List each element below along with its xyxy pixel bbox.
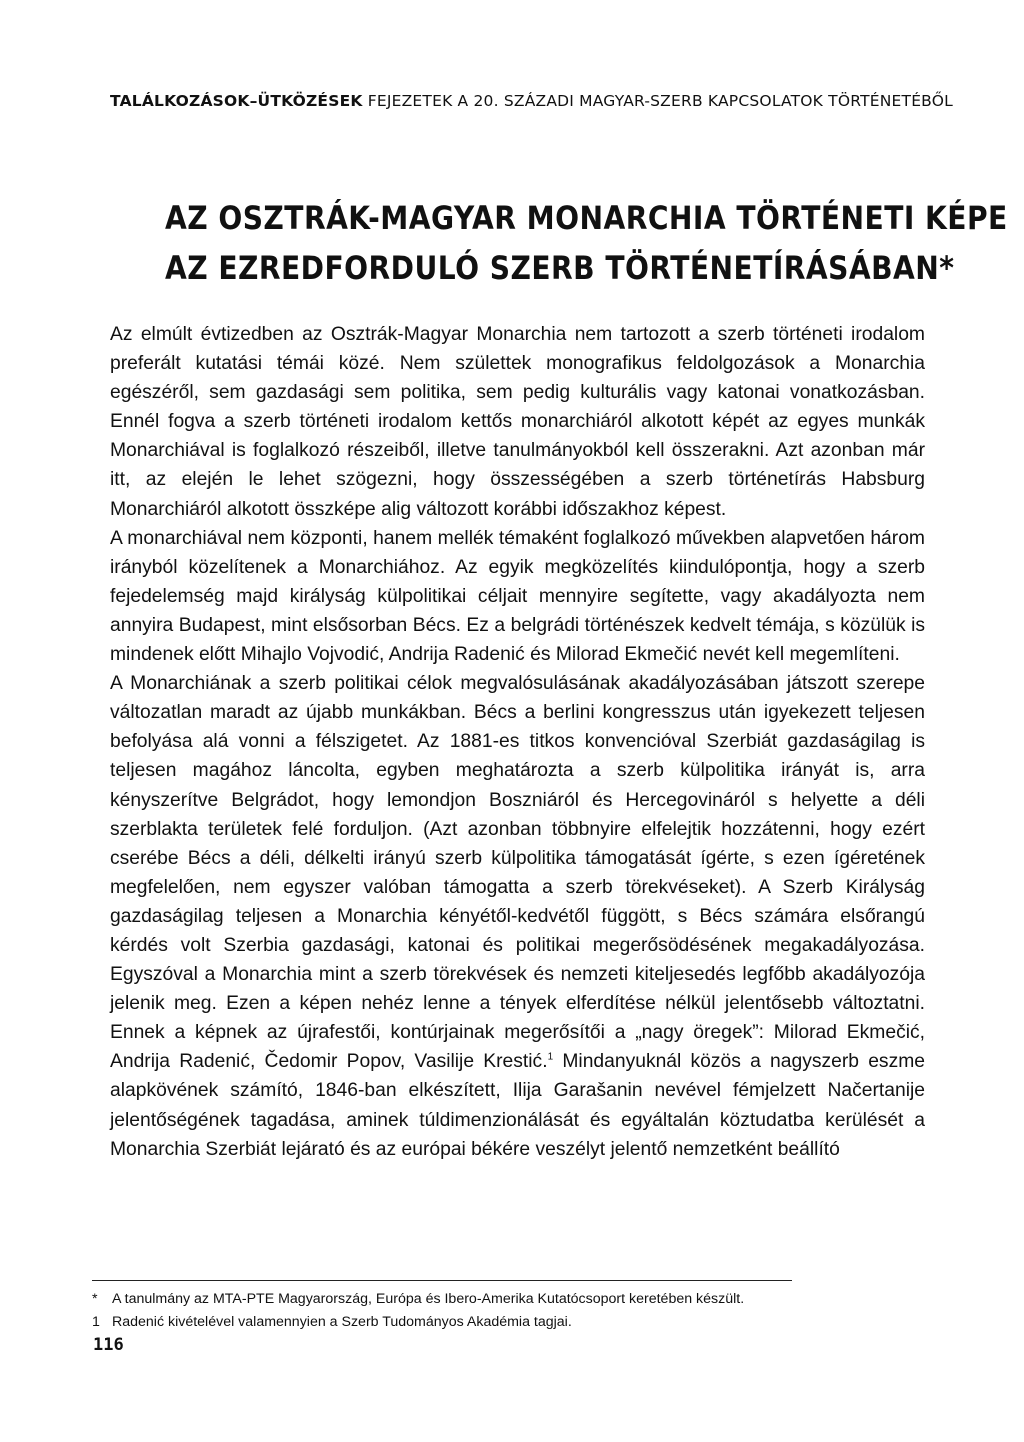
running-head: [110, 92, 953, 110]
footnote-text: A tanulmány az MTA-PTE Magyarország, Európa és Ibero-Amerika Kutatócsoport keretében készült.: [112, 1291, 745, 1307]
page-number: 116: [93, 1335, 124, 1355]
running-head-section: TALÁLKOZÁSOK–ÜTKÖZÉSEK: [110, 92, 363, 110]
article-title: [165, 193, 1008, 293]
paragraph-2: A monarchiával nem központi, hanem mellék témaként foglalkozó művekben alapvetően három irányból közelítenek a Monarchiához. Az egyik megközelítés kiindulópontja, hogy a szerb fejedelemség majd királyság külpolitikai céljait mennyire segítette, vagy akadályozta nem annyira Budapest, mint elsősorban Bécs. Ez a belgrádi történészek kedvelt témája, s közülük is mindenek előtt Mihajlo Vojvodić, Andrija Radenić és Milorad Ekmečić nevét kell megemlíteni.: [110, 527, 925, 666]
footnote-divider: [92, 1280, 792, 1281]
article-body: [110, 320, 925, 1164]
footnote-reference[interactable]: 1: [547, 1051, 554, 1063]
footnote-mark: 1: [92, 1314, 100, 1330]
running-head-chapter: FEJEZETEK A 20. SZÁZADI MAGYAR-SZERB KAPCSOLATOK TÖRTÉNETÉBŐL: [362, 92, 953, 110]
footnotes: [92, 1288, 912, 1334]
footnote-text: Radenić kivételével valamennyien a Szerb Tudományos Akadémia tagjai.: [112, 1314, 572, 1330]
article-title-line-2: AZ EZREDFORDULÓ SZERB TÖRTÉNETÍRÁSÁBAN*: [165, 249, 955, 287]
footnote-mark: *: [92, 1291, 98, 1307]
paragraph-3: [110, 669, 925, 1164]
paragraph-3-continuation: Mindanyuknál közös a nagyszerb eszme alapkövének számító, 1846-ban elkészített, Ilija Garašanin nevével fémjelzett Načertanije jelentőségének tagadása, aminek túldimenzionálását és egyáltalán köztudatba kerülését a Monarchia Szerbiát lejárató és az európai békére veszélyt jelentő nemzetként beállító: [110, 1051, 925, 1160]
footnote-item: [92, 1288, 912, 1311]
article-title-line-1: AZ OSZTRÁK-MAGYAR MONARCHIA TÖRTÉNETI KÉPE: [165, 199, 1008, 237]
paragraph-1: Az elmúlt évtizedben az Osztrák-Magyar Monarchia nem tartozott a szerb történeti irodalom preferált kutatási témái közé. Nem születtek monografikus feldolgozások a Monarchia egészéről, sem gazdasági sem politika, sem pedig kulturális vagy katonai vonatkozásban. Ennél fogva a szerb történeti irodalom kettős monarchiáról alkotott képét az egyes munkák Monarchiával is foglalkozó részeiből, illetve tanulmányokból kell összerakni. Azt azonban már itt, az elején le lehet szögezni, hogy összességében a szerb történetírás Habsburg Monarchiáról alkotott összképe alig változott korábbi időszakhoz képest.: [110, 324, 925, 520]
paragraph-3-text: A Monarchiának a szerb politikai célok megvalósulásának akadályozásában játszott szerepe változatlan maradt az újabb munkákban. Bécs a berlini kongresszus után igyekezett teljesen befolyása alá vonni a félszigetet. Az 1881-es titkos konvencióval Szerbiát gazdaságilag is teljesen magához láncolta, egyben meghatározta a szerb külpolitika irányát is, arra kényszerítve Belgrádot, hogy lemondjon Boszniáról és Hercegovináról s helyette a déli szerblakta területek felé forduljon. (Azt azonban többnyire elfelejtik hozzátenni, hogy ezért cserébe Bécs a déli, délkelti irányú szerb külpolitika támogatását ígérte, s ezen ígéretének megfelelően, nem egyszer valóban támogatta a szerb törekvéseket). A Szerb Királyság gazdaságilag teljesen a Monarchia kényétől-kedvétől függött, s Bécs számára elsőrangú kérdés volt Szerbia gazdasági, katonai és politikai megerősödésének megakadályozása. Egyszóval a Monarchia mint a szerb törekvések és nemzeti kiteljesedés legfőbb akadályozója jelenik meg. Ezen a képen nehéz lenne a tények elferdítése nélkül jelentősebb változtatni. Ennek a képnek az újrafestői, kontúrjainak megerősítői a „nagy öregek”: Milorad Ekmečić, Andrija Radenić, Čedomir Popov, Vasilije Krestić.: [110, 673, 925, 1073]
footnote-item: [92, 1311, 912, 1334]
